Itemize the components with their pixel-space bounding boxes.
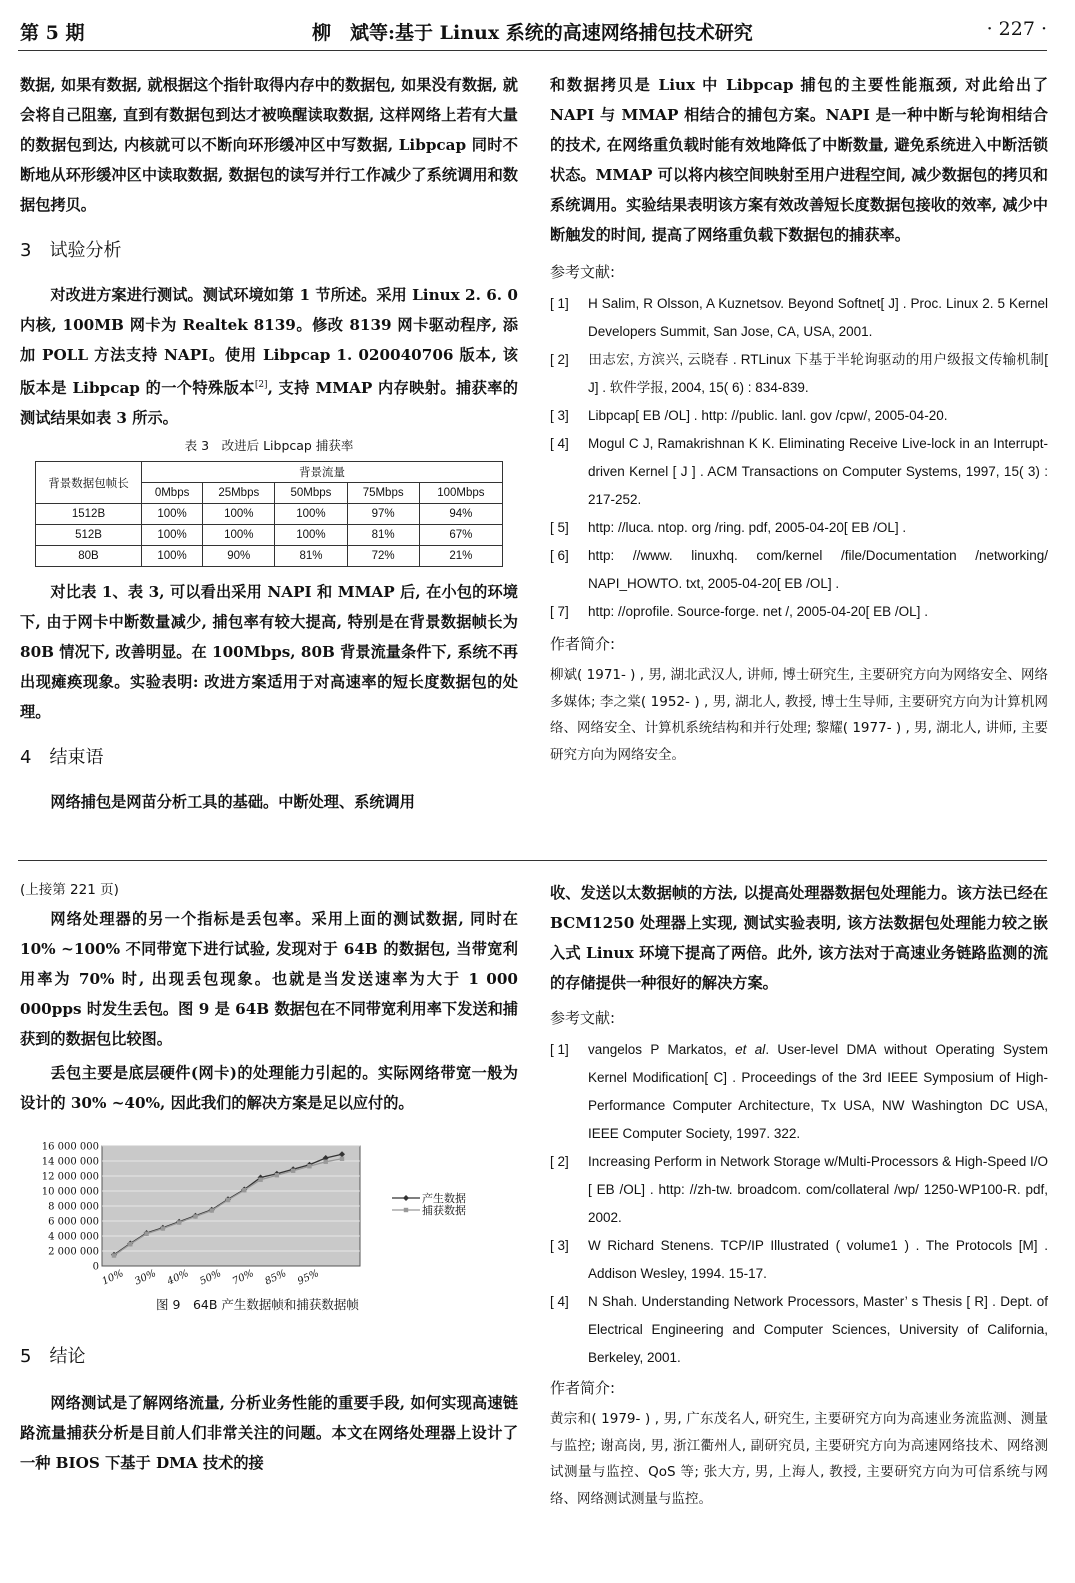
references-heading: 参考文献:	[550, 1009, 616, 1027]
x-tick-label: 85%	[263, 1268, 289, 1288]
figure-caption: 图 9 64B 产生数据帧和捕获数据帧	[156, 1297, 359, 1312]
table-cell: 100%	[142, 525, 203, 546]
reference-item	[550, 1148, 1048, 1232]
data-point	[242, 1188, 246, 1192]
section-heading-3: 3 试验分析	[20, 240, 122, 261]
reference-text: http: //oprofile. Source-forge. net /, 2005-04-20[ EB /OL] .	[588, 604, 928, 619]
reference-number: [ 2]	[550, 1154, 569, 1169]
y-tick-label: 0	[92, 1261, 99, 1273]
table-cell: 67%	[419, 525, 502, 546]
reference-text: http: //www. linuxhq. com/kernel /file/Documentation /networking/ NAPI_HOWTO. txt, 2005-04-20[ EB /OL] .	[588, 548, 1048, 591]
reference-item	[550, 1288, 1048, 1372]
reference-number: [ 6]	[550, 548, 569, 563]
reference-item	[550, 430, 1048, 514]
reference-etal: et al	[735, 1042, 766, 1057]
data-point	[177, 1220, 181, 1224]
reference-number: [ 4]	[550, 436, 569, 451]
x-tick-label: 50%	[198, 1268, 224, 1288]
reference-item	[550, 290, 1048, 346]
data-point	[324, 1160, 328, 1164]
data-point	[128, 1242, 132, 1246]
reference-item	[550, 514, 1048, 542]
line-chart	[20, 1140, 495, 1292]
group-header-cell: 背景流量	[142, 462, 503, 483]
row-label-cell: 512B	[36, 525, 142, 546]
running-header	[20, 12, 1047, 42]
reference-number: [ 1]	[550, 296, 569, 311]
legend-label: 产生数据	[422, 1192, 466, 1205]
y-tick-label: 10 000 000	[41, 1186, 99, 1198]
data-point	[340, 1157, 344, 1161]
section-heading-5: 5 结论	[20, 1346, 86, 1367]
table-cell: 72%	[347, 546, 419, 567]
header-rule	[18, 50, 1047, 51]
top-left-column	[20, 70, 518, 817]
section-divider	[18, 860, 1047, 861]
table-cell: 97%	[347, 504, 419, 525]
data-point	[291, 1169, 295, 1173]
paragraph: 对比表 1、表 3, 可以看出采用 NAPI 和 MMAP 后, 在小包的环境下, 由于网卡中断数量减少, 捕包率有较大提高, 特别是在背景数据帧长为 80B 情况下, 改善明显。在 100Mbps, 80B 背景流量条件下, 系统不再出现瘫痪现象。实验表明: 改进方案适用于对高速率的短长度数据包的处理。	[20, 583, 518, 722]
table-row	[36, 504, 503, 525]
table-cell: 81%	[275, 546, 347, 567]
issue-number: 第 5 期	[20, 22, 85, 44]
legend-marker	[404, 1208, 408, 1212]
row-label-cell: 80B	[36, 546, 142, 567]
table-cell: 100%	[275, 504, 347, 525]
data-point	[226, 1198, 230, 1202]
page-number: · 227 ·	[986, 18, 1047, 40]
reference-item	[550, 1036, 1048, 1148]
running-title: 柳 斌等:基于 Linux 系统的高速网络捕包技术研究	[312, 22, 753, 44]
reference-number: [ 1]	[550, 1042, 569, 1057]
reference-text: . User-level DMA without Operating System Kernel Modification[ C] . Proceedings of the 3rd IEEE Symposium of High-Performance Computer Architecture, Tx USA, NW Washington DC USA, IEEE Computer Society, 1997. 322.	[588, 1042, 1048, 1141]
row-header-cell: 背景数据包帧长	[36, 462, 142, 504]
reference-text: Increasing Perform in Network Storage w/Multi-Processors & High-Speed I/O [ EB /OL] . http: //zh-tw. broadcom. com/collateral /wp/ 1250-WP100-R. pdf, 2002.	[588, 1154, 1048, 1225]
reference-text: Mogul C J, Ramakrishnan K K. Eliminating Receive Live-lock in an Interrupt-driven Kernel [ J ] . ACM Transactions on Computer Systems, 1997, 15( 3) : 217-252.	[588, 436, 1048, 507]
reference-number: [ 4]	[550, 1294, 569, 1309]
table-cell: 100%	[142, 504, 203, 525]
reference-number: [ 2]	[550, 352, 569, 367]
paragraph: 收、发送以太数据帧的方法, 以提高处理器数据包处理能力。该方法已经在 BCM1250 处理器上实现, 测试实验表明, 该方法数据包处理能力较之嵌入式 Linux 环境下提高了两倍。此外, 该方法对于高速业务链路监测的流的存储提供一种很好的解决方案。	[550, 884, 1048, 992]
reference-item	[550, 542, 1048, 598]
y-tick-label: 8 000 000	[48, 1201, 99, 1213]
paragraph: 网络捕包是网苗分析工具的基础。中断处理、系统调用	[50, 793, 415, 812]
paragraph: 丢包主要是底层硬件(网卡)的处理能力引起的。实际网络带宽一般为设计的 30% ~40%, 因此我们的解决方案是足以应付的。	[20, 1064, 518, 1112]
reference-item	[550, 598, 1048, 626]
table-row	[36, 525, 503, 546]
data-point	[112, 1253, 116, 1257]
row-label-cell: 1512B	[36, 504, 142, 525]
citation: [2]	[254, 380, 268, 390]
data-point	[161, 1226, 165, 1230]
column-header-cell: 75Mbps	[347, 483, 419, 504]
x-tick-label: 40%	[165, 1268, 191, 1288]
reference-list	[550, 1036, 1048, 1372]
table-caption: 表 3 改进后 Libpcap 捕获率	[184, 438, 354, 454]
column-header-cell: 0Mbps	[142, 483, 203, 504]
column-header-cell: 25Mbps	[203, 483, 275, 504]
reference-text: http: //luca. ntop. org /ring. pdf, 2005-04-20[ EB /OL] .	[588, 520, 907, 535]
table-cell: 100%	[203, 525, 275, 546]
table-cell: 100%	[142, 546, 203, 567]
figure-9-chart	[20, 1140, 495, 1292]
column-header-cell: 100Mbps	[419, 483, 502, 504]
table-cell: 100%	[203, 504, 275, 525]
y-tick-label: 4 000 000	[48, 1231, 99, 1243]
references-heading: 参考文献:	[550, 263, 616, 281]
reference-text: H Salim, R Olsson, A Kuznetsov. Beyond Softnet[ J] . Proc. Linux 2. 5 Kernel Developers Summit, San Jose, CA, USA, 2001.	[588, 296, 1048, 339]
data-point	[307, 1164, 311, 1168]
paragraph: 数据, 如果有数据, 就根据这个指针取得内存中的数据包, 如果没有数据, 就会将自己阻塞, 直到有数据包到达才被唤醒读取数据, 这样网络上若有大量的数据包到达, 内核就可以不断向环形缓冲区中写数据, Libpcap 同时不断地从环形缓冲区中读取数据, 数据包的读写并行工作减少了系统调用和数据包拷贝。	[20, 76, 518, 214]
y-tick-label: 6 000 000	[48, 1216, 99, 1228]
table-cell: 90%	[203, 546, 275, 567]
reference-text: N Shah. Understanding Network Processors, Master’ s Thesis [ R] . Dept. of Electrical Engineering and Computer Sciences, University of California, Berkeley, 2001.	[588, 1294, 1048, 1365]
table-cell: 94%	[419, 504, 502, 525]
x-tick-label: 30%	[133, 1268, 158, 1288]
author-bio: 柳斌( 1971- ) , 男, 湖北武汉人, 讲师, 博士研究生, 主要研究方向为网络安全、网络多媒体; 李之棠( 1952- ) , 男, 湖北人, 教授, 博士生导师, 主要研究方向为计算机网络、网络安全、计算机系统结构和并行处理; 黎耀( 1977- ) , 男, 湖北人, 讲师, 主要研究方向为网络安全。	[550, 667, 1048, 763]
author-bio: 黄宗和( 1979- ) , 男, 广东茂名人, 研究生, 主要研究方向为高速业务流监测、测量与监控; 谢高岗, 男, 浙江衢州人, 副研究员, 主要研究方向为高速网络技术、网络测试测量与监控、QoS 等; 张大方, 男, 上海人, 教授, 主要研究方向为可信系统与网络、网络测试测量与监控。	[550, 1411, 1048, 1507]
paragraph: 网络测试是了解网络流量, 分析业务性能的重要手段, 如何实现高速链路流量捕获分析是目前人们非常关注的问题。本文在网络处理器上设计了一种 BIOS 下基于 DMA 技术的接	[20, 1394, 518, 1472]
top-right-column	[550, 70, 1048, 768]
table-cell: 81%	[347, 525, 419, 546]
data-point	[210, 1208, 214, 1212]
bio-heading: 作者简介:	[550, 1379, 616, 1397]
y-tick-label: 14 000 000	[41, 1156, 99, 1168]
reference-text: Libpcap[ EB /OL] . http: //public. lanl. gov /cpw/, 2005-04-20.	[588, 408, 948, 423]
continuation-note: (上接第 221 页)	[20, 882, 119, 898]
paragraph: 对改进方案进行测试。测试环境如第 1 节所述。采用 Linux 2. 6. 0 内核, 100MB 网卡为 Realtek 8139。修改 8139 网卡驱动程序, 添加 POLL 方法支持 NAPI。使用 Libpcap 1. 020040706 版本, 该版本是 Libpcap 的一个特殊版本[2], 支持 MMAP 内存映射。捕获率的测试结果如表 3 所示。	[20, 286, 518, 428]
paragraph: 和数据拷贝是 Liux 中 Libpcap 捕包的主要性能瓶颈, 对此给出了 NAPI 与 MMAP 相结合的捕包方案。NAPI 是一种中断与轮询相结合的技术, 在网络重负载时能有效地降低了中断数量, 避免系统进入中断活锁状态。MMAP 可以将内核空间映射至用户进程空间, 减少数据包的拷贝和系统调用。实验结果表明该方案有效改善短长度数据包接收的效率, 减少中断触发的时间, 提高了网络重负载下数据包的捕获率。	[550, 76, 1048, 244]
bottom-left-column	[20, 878, 518, 1478]
data-point	[144, 1232, 148, 1236]
reference-item	[550, 402, 1048, 430]
bio-heading: 作者简介:	[550, 635, 616, 653]
section-heading-4: 4 结束语	[20, 747, 104, 769]
paragraph: 网络处理器的另一个指标是丢包率。采用上面的测试数据, 同时在 10% ~100% 不同带宽下进行试验, 发现对于 64B 的数据包, 当带宽利用率为 70% 时, 出现丢包现象。也就是当发送速率为大于 1 000 000pps 时发生丢包。图 9 是 64B 数据包在不同带宽利用率下发送和捕获到的数据包比较图。	[20, 910, 518, 1048]
reference-item	[550, 1232, 1048, 1288]
x-tick-label: 10%	[100, 1268, 126, 1288]
reference-number: [ 3]	[550, 408, 569, 423]
legend-label: 捕获数据	[422, 1204, 466, 1217]
data-point	[193, 1214, 197, 1218]
y-tick-label: 2 000 000	[48, 1246, 99, 1258]
reference-author: vangelos P Markatos,	[588, 1042, 736, 1057]
reference-text: 田志宏, 方滨兴, 云晓春 . RTLinux 下基于半轮询驱动的用户级报文传输机制[ J] . 软件学报, 2004, 15( 6) : 834-839.	[588, 352, 1048, 395]
reference-text: W Richard Stenens. TCP/IP Illustrated ( volume1 ) . The Protocols [M] . Addison Wesley, 1994. 15-17.	[588, 1238, 1048, 1281]
reference-list	[550, 290, 1048, 626]
reference-item	[550, 346, 1048, 402]
table-cell: 100%	[275, 525, 347, 546]
x-tick-label: 70%	[230, 1268, 256, 1288]
column-header-cell: 50Mbps	[275, 483, 347, 504]
reference-number: [ 7]	[550, 604, 569, 619]
bottom-right-column	[550, 878, 1048, 1512]
data-point	[258, 1178, 262, 1182]
y-tick-label: 12 000 000	[41, 1171, 99, 1183]
table-3	[35, 461, 503, 567]
legend-marker	[403, 1195, 409, 1201]
table-cell: 21%	[419, 546, 502, 567]
y-tick-label: 16 000 000	[41, 1141, 99, 1153]
data-point	[275, 1173, 279, 1177]
x-tick-label: 95%	[295, 1268, 321, 1288]
reference-number: [ 5]	[550, 520, 569, 535]
table-row	[36, 546, 503, 567]
reference-number: [ 3]	[550, 1238, 569, 1253]
